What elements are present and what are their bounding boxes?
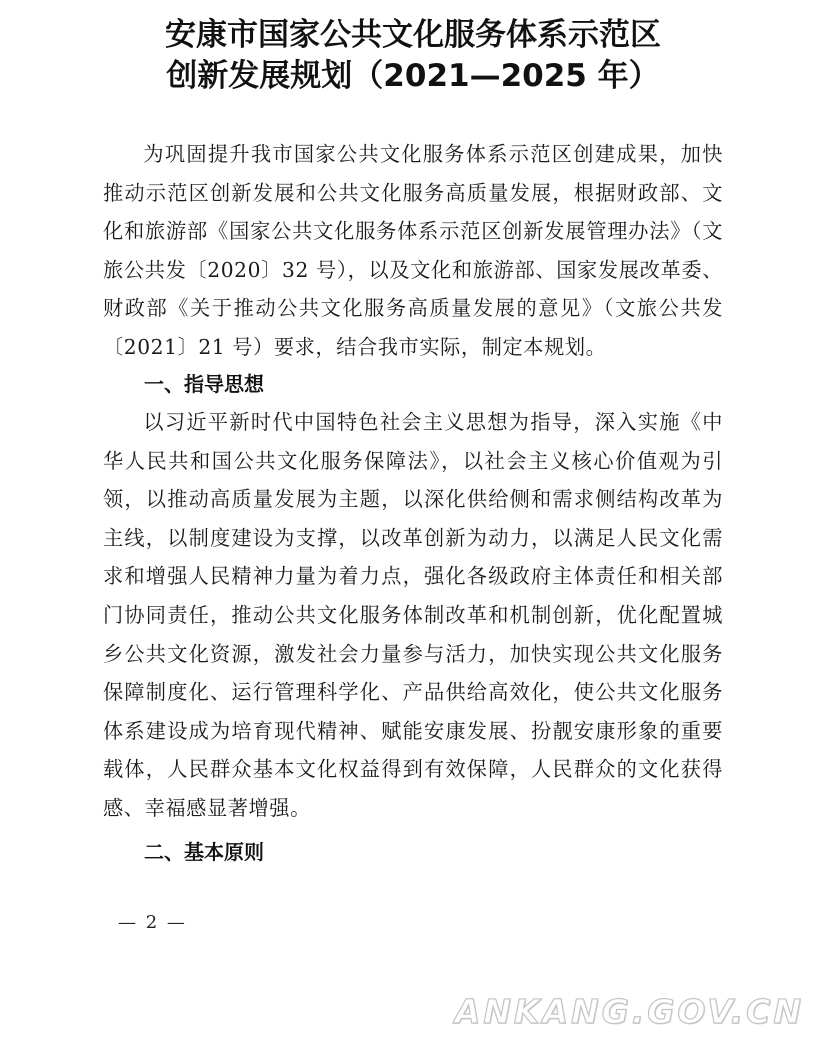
page-number: — 2 —: [118, 912, 187, 933]
document-title-line-1: 安康市国家公共文化服务体系示范区: [165, 17, 661, 53]
section-heading-basic-principles: 二、基本原则: [144, 840, 264, 864]
guiding-ideology-paragraph: 以习近平新时代中国特色社会主义思想为指导，深入实施《中华人民共和国公共文化服务保障法》，以社会主义核心价值观为引领，以推动高质量发展为主题，以深化供给侧和需求侧结构改革为主线，以制度建设为支撑，以改革创新为动力，以满足人民文化需求和增强人民精神力量为着力点，强化各级政府主体责任和相关部门协同责任，推动公共文化服务体制改革和机制创新，优化配置城乡公共文化资源，激发社会力量参与活力，加快实现公共文化服务保障制度化、运行管理科学化、产品供给高效化，使公共文化服务体系建设成为培育现代精神、赋能安康发展、扮靓安康形象的重要载体，人民群众基本文化权益得到有效保障，人民群众的文化获得感、幸福感显著增强。: [103, 410, 723, 820]
site-watermark: ANKANG.GOV.CN: [454, 992, 804, 1031]
section-heading-guiding-ideology: 一、指导思想: [144, 372, 264, 396]
document-title-line-2: 创新发展规划（2021—2025 年）: [166, 58, 660, 94]
intro-paragraph: 为巩固提升我市国家公共文化服务体系示范区创建成果，加快推动示范区创新发展和公共文化服务高质量发展，根据财政部、文化和旅游部《国家公共文化服务体系示范区创新发展管理办法》（文旅公共发〔2020〕32 号），以及文化和旅游部、国家发展改革委、财政部《关于推动公共文化服务高质量发展的意见》（文旅公共发〔2021〕21 号）要求，结合我市实际，制定本规划。: [103, 142, 723, 359]
